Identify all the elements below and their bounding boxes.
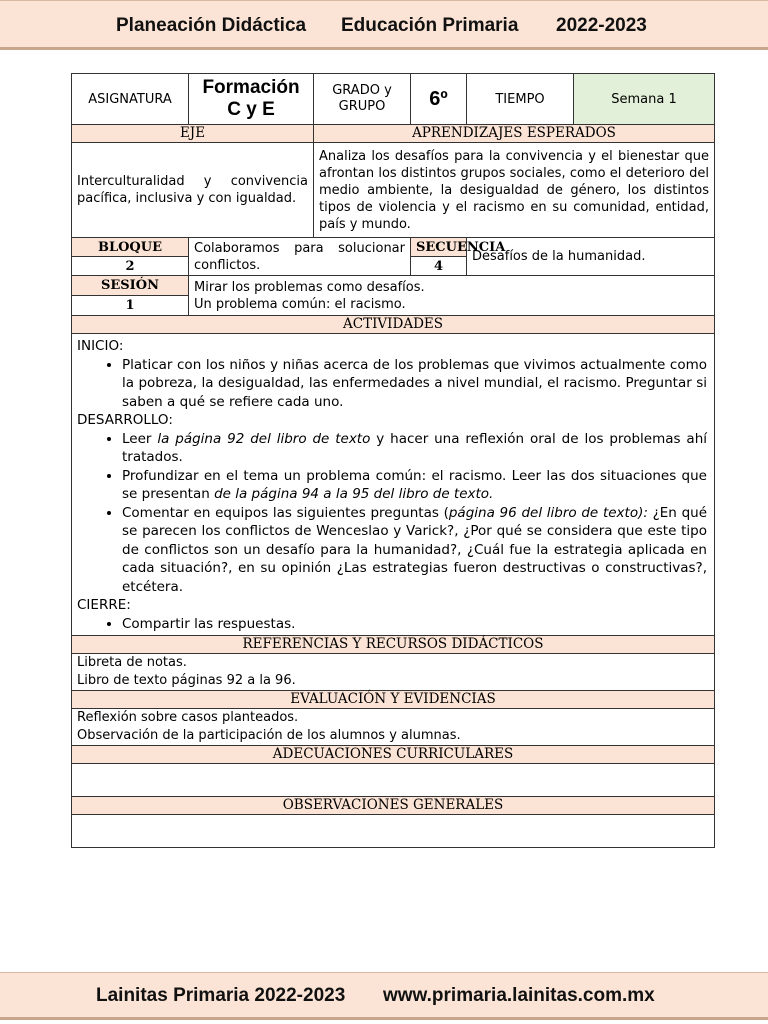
evaluation-body	[72, 709, 715, 746]
footer-url[interactable]: www.primaria.lainitas.com.mx	[383, 985, 655, 1006]
activities-heading: ACTIVIDADES	[72, 316, 715, 334]
desarrollo-label: DESARROLLO:	[77, 412, 173, 428]
info-row	[72, 74, 715, 125]
expected-text: Analiza los desafíos para la convivencia y el bienestar que afrontan los distintos grupos sociales, como el deterioro del medio ambiente, la desigualdad de género, los distintos tipos de violencia y el racismo en su comunidad, entidad, país y mundo.	[314, 143, 715, 238]
adaptations-body	[72, 764, 715, 797]
axis-text: Interculturalidad y convivencia pacífica, inclusiva y con igualdad.	[72, 143, 314, 238]
evaluation-item: Reflexión sobre casos planteados.	[77, 710, 299, 725]
subject-value: Formación C y E	[189, 74, 314, 125]
axis-heading: EJE	[72, 125, 314, 143]
session-label: SESIÓN	[72, 276, 189, 296]
observations-heading: OBSERVACIONES GENERALES	[72, 797, 715, 815]
inicio-label: INICIO:	[77, 338, 124, 354]
grade-label: GRADO y GRUPO	[314, 74, 411, 125]
list-item: • Profundizar en el tema un problema común: el racismo. Leer las dos situaciones que se presentan de la página 94 a la 95 del libro de texto.	[122, 467, 707, 504]
footer-brand: Lainitas Primaria 2022-2023	[96, 985, 346, 1006]
header-band	[0, 0, 768, 50]
sequence-number: 4	[411, 257, 467, 276]
header-level: Educación Primaria	[341, 15, 519, 36]
resources-heading: REFERENCIAS Y RECURSOS DIDÁCTICOS	[72, 636, 715, 654]
block-title: Colaboramos para solucionar conflictos.	[189, 238, 411, 276]
header-title: Planeación Didáctica	[116, 15, 307, 36]
list-item: • Leer la página 92 del libro de texto y hacer una reflexión oral de los problemas ahí tratados.	[122, 430, 707, 467]
list-item: • Platicar con los niños y niñas acerca de los problemas que vivimos actualmente como la pobreza, la desigualdad, las enfermedades a nivel mundial, el racismo. Preguntar si saben a qué se refiere cada uno.	[122, 356, 707, 412]
cierre-label: CIERRE:	[77, 597, 131, 613]
session-title-1: Mirar los problemas como desafíos.	[194, 279, 425, 295]
footer-band	[0, 972, 768, 1020]
subject-label: ASIGNATURA	[72, 74, 189, 125]
block-number: 2	[72, 257, 189, 276]
activities-body	[72, 334, 715, 636]
header-year: 2022-2023	[556, 15, 647, 36]
time-label: TIEMPO	[467, 74, 574, 125]
sequence-label: SECUENCIA	[411, 238, 467, 257]
resource-item: Libreta de notas.	[77, 655, 187, 670]
expected-heading: APRENDIZAJES ESPERADOS	[314, 125, 715, 143]
resource-item: Libro de texto páginas 92 a la 96.	[77, 673, 296, 688]
list-item: • Compartir las respuestas.	[122, 615, 707, 634]
grade-value: 6º	[411, 74, 467, 125]
time-value: Semana 1	[574, 74, 715, 125]
observations-body	[72, 815, 715, 848]
sequence-title: Desafíos de la humanidad.	[467, 238, 715, 276]
evaluation-heading: EVALUACIÓN Y EVIDENCIAS	[72, 691, 715, 709]
inicio-list	[77, 356, 707, 412]
desarrollo-list	[77, 430, 707, 597]
session-title-2: Un problema común: el racismo.	[194, 296, 406, 312]
lesson-plan-table	[71, 73, 715, 848]
evaluation-item: Observación de la participación de los alumnos y alumnas.	[77, 728, 461, 743]
list-item: • Comentar en equipos las siguientes preguntas (página 96 del libro de texto): ¿En qué se parecen los conflictos de Wenceslao y Varick?, ¿Por qué se considera que este tipo de conflictos son un desafío para la humanidad?, ¿Cuál fue la estrategia aplicada en cada situación?, en su opinión ¿Las estrategias fueron destructivas o constructivas?, etcétera.	[122, 504, 707, 597]
cierre-list	[77, 615, 707, 634]
resources-body	[72, 654, 715, 691]
adaptations-heading: ADECUACIONES CURRICULARES	[72, 746, 715, 764]
session-titles	[189, 276, 715, 316]
session-number: 1	[72, 296, 189, 316]
block-label: BLOQUE	[72, 238, 189, 257]
